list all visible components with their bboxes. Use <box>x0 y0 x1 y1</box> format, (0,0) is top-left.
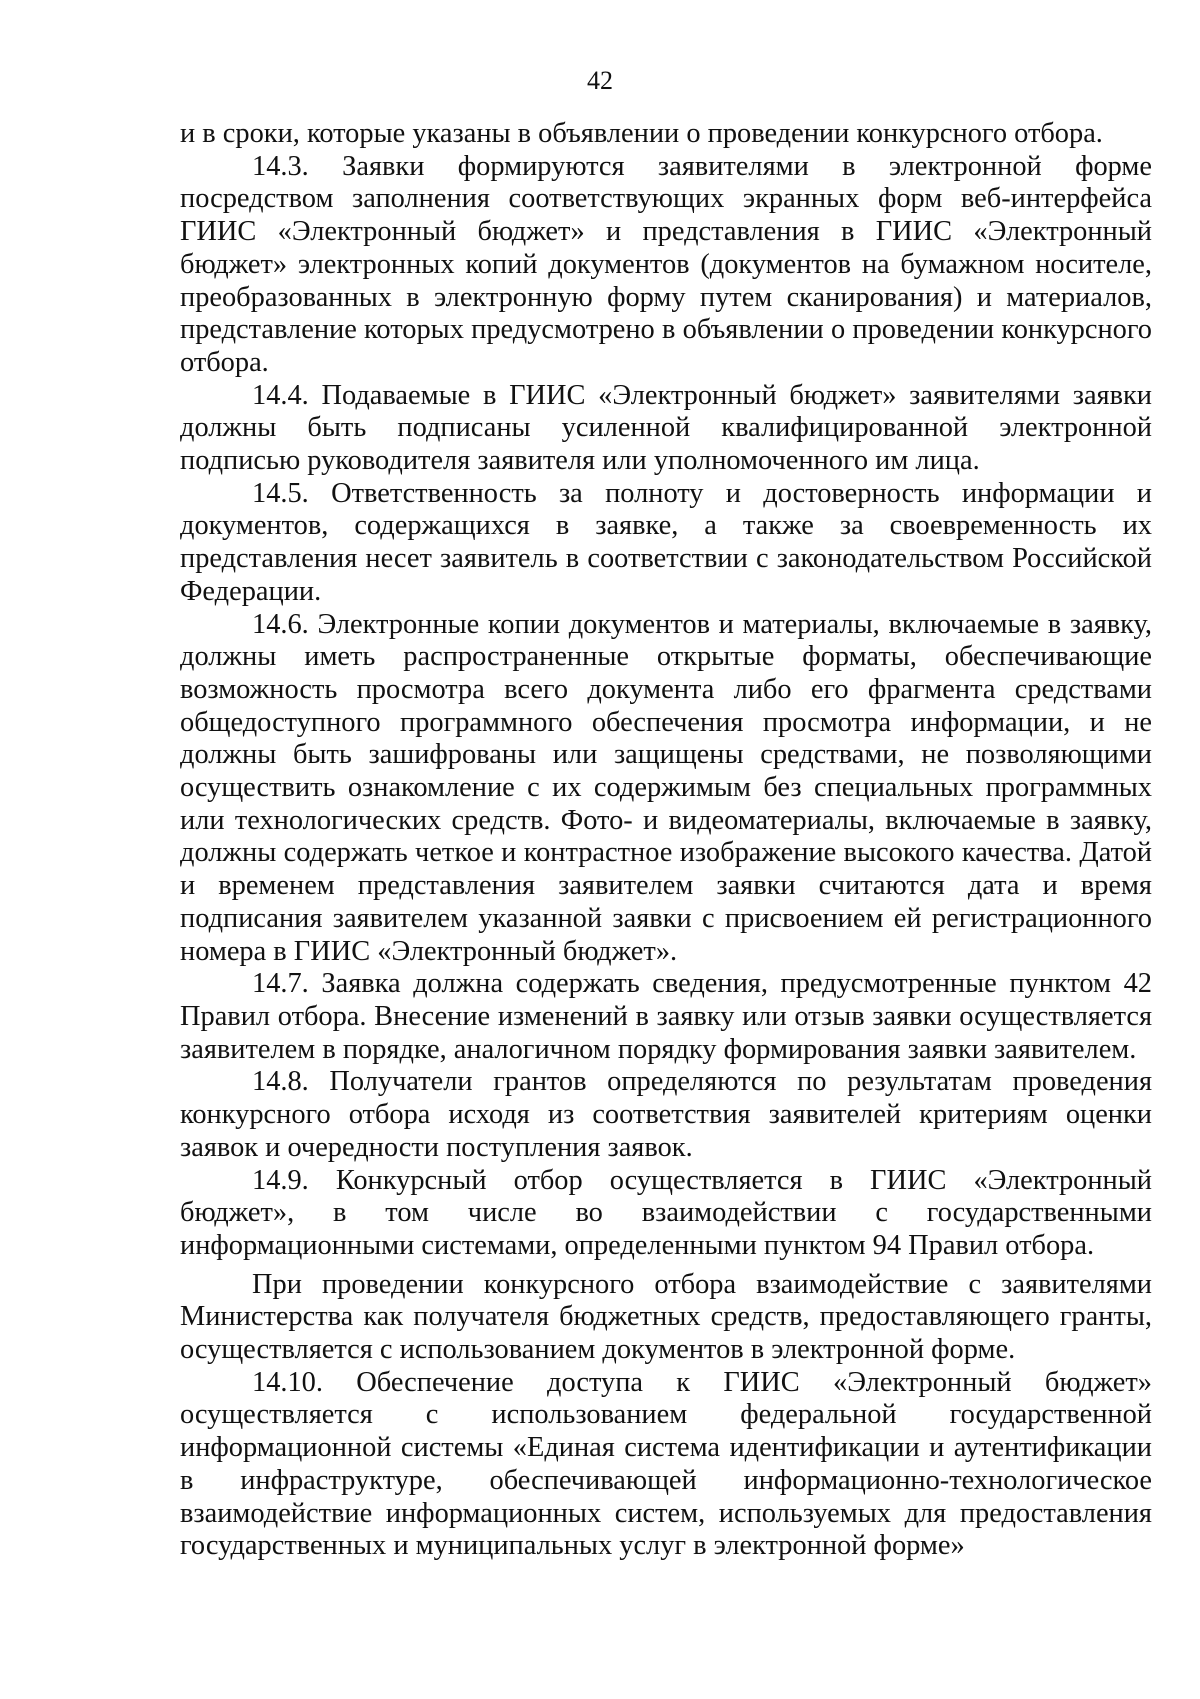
paragraph-14-3: 14.3. Заявки формируются заявителями в электронной форме посредством заполнения соответствующих экранных форм веб-интерфейса ГИИС «Электронный бюджет» и представления в ГИИС «Электронный бюджет» электронных копий документов (документов на бумажном носителе, преобразованных в электронную форму путем сканирования) и материалов, представление которых предусмотрено в объявлении о проведении конкурсного отбора. <box>180 150 1152 378</box>
document-body <box>180 118 1152 1563</box>
paragraph-interaction: При проведении конкурсного отбора взаимодействие с заявителями Министерства как получателя бюджетных средств, предоставляющего гранты, осуществляется с использованием документов в электронной форме. <box>180 1268 1152 1366</box>
paragraph-14-4: 14.4. Подаваемые в ГИИС «Электронный бюджет» заявителями заявки должны быть подписаны усиленной квалифицированной электронной подписью руководителя заявителя или уполномоченного им лица. <box>180 379 1152 477</box>
paragraph-continuation: и в сроки, которые указаны в объявлении о проведении конкурсного отбора. <box>180 118 1103 149</box>
paragraph-14-8: 14.8. Получатели грантов определяются по результатам проведения конкурсного отбора исходя из соответствия заявителей критериям оценки заявок и очередности поступления заявок. <box>180 1066 1152 1163</box>
paragraph-14-5: 14.5. Ответственность за полноту и достоверность информации и документов, содержащихся в заявке, а также за своевременность их представления несет заявитель в соответствии с законодательством Российской Федерации. <box>180 477 1152 607</box>
page-number: 42 <box>587 66 613 95</box>
paragraph-14-9: 14.9. Конкурсный отбор осуществляется в ГИИС «Электронный бюджет», в том числе во взаимодействии с государственными информационными системами, определенными пунктом 94 Правил отбора. <box>180 1164 1152 1261</box>
paragraph-14-10: 14.10. Обеспечение доступа к ГИИС «Электронный бюджет» осуществляется с использованием федеральной государственной информационной системы «Единая система идентификации и аутентификации в инфраструктуре, обеспечивающей информационно-технологическое взаимодействие информационных систем, используемых для предоставления государственных и муниципальных услуг в электронной форме» <box>180 1366 1152 1562</box>
paragraph-14-7: 14.7. Заявка должна содержать сведения, предусмотренные пунктом 42 Правил отбора. Внесение изменений в заявку или отзыв заявки осуществляется заявителем в порядке, аналогичном порядку формирования заявки заявителем. <box>180 968 1152 1065</box>
paragraph-14-6: 14.6. Электронные копии документов и материалы, включаемые в заявку, должны иметь распространенные открытые форматы, обеспечивающие возможность просмотра всего документа либо его фрагмента средствами общедоступного программного обеспечения просмотра информации, и не должны быть зашифрованы или защищены средствами, не позволяющими осуществить ознакомление с их содержимым без специальных программных или технологических средств. Фото- и видеоматериалы, включаемые в заявку, должны содержать четкое и контрастное изображение высокого качества. Датой и временем представления заявителем заявки считаются дата и время подписания заявителем указанной заявки с присвоением ей регистрационного номера в ГИИС «Электронный бюджет». <box>180 608 1152 967</box>
